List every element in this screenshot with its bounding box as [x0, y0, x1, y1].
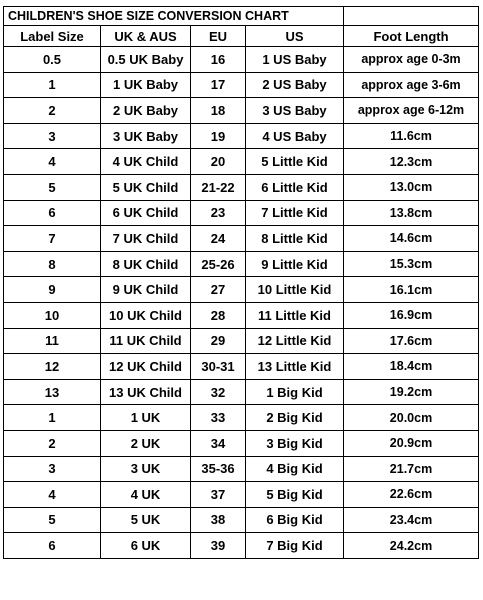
header-eu: EU — [191, 26, 246, 47]
eu-cell: 20 — [191, 149, 246, 175]
table-row — [4, 277, 479, 303]
us-cell: 9 Little Kid — [246, 251, 344, 277]
us-cell: 6 Big Kid — [246, 507, 344, 533]
uk-aus-cell: 6 UK Child — [101, 200, 191, 226]
foot-length-cell: 14.6cm — [344, 226, 479, 252]
label-size-cell: 9 — [4, 277, 101, 303]
foot-length-cell: 12.3cm — [344, 149, 479, 175]
us-cell: 2 US Baby — [246, 72, 344, 98]
table-row — [4, 328, 479, 354]
us-cell: 3 Big Kid — [246, 430, 344, 456]
table-row — [4, 405, 479, 431]
us-cell: 3 US Baby — [246, 98, 344, 124]
label-size-cell: 4 — [4, 149, 101, 175]
uk-aus-cell: 4 UK Child — [101, 149, 191, 175]
foot-length-cell: 17.6cm — [344, 328, 479, 354]
foot-length-cell: 20.9cm — [344, 430, 479, 456]
uk-aus-cell: 5 UK — [101, 507, 191, 533]
us-cell: 10 Little Kid — [246, 277, 344, 303]
uk-aus-cell: 10 UK Child — [101, 302, 191, 328]
chart-title: CHILDREN'S SHOE SIZE CONVERSION CHART — [4, 7, 344, 26]
foot-length-cell: 16.1cm — [344, 277, 479, 303]
eu-cell: 39 — [191, 533, 246, 559]
label-size-cell: 8 — [4, 251, 101, 277]
header-row — [4, 26, 479, 47]
uk-aus-cell: 9 UK Child — [101, 277, 191, 303]
us-cell: 11 Little Kid — [246, 302, 344, 328]
uk-aus-cell: 0.5 UK Baby — [101, 47, 191, 73]
eu-cell: 33 — [191, 405, 246, 431]
eu-cell: 24 — [191, 226, 246, 252]
eu-cell: 23 — [191, 200, 246, 226]
eu-cell: 19 — [191, 123, 246, 149]
label-size-cell: 1 — [4, 72, 101, 98]
foot-length-cell: 15.3cm — [344, 251, 479, 277]
eu-cell: 29 — [191, 328, 246, 354]
uk-aus-cell: 1 UK — [101, 405, 191, 431]
uk-aus-cell: 5 UK Child — [101, 174, 191, 200]
uk-aus-cell: 4 UK — [101, 482, 191, 508]
label-size-cell: 3 — [4, 456, 101, 482]
table-row — [4, 72, 479, 98]
us-cell: 4 Big Kid — [246, 456, 344, 482]
label-size-cell: 11 — [4, 328, 101, 354]
header-label-size: Label Size — [4, 26, 101, 47]
us-cell: 12 Little Kid — [246, 328, 344, 354]
us-cell: 6 Little Kid — [246, 174, 344, 200]
eu-cell: 34 — [191, 430, 246, 456]
table-row — [4, 533, 479, 559]
table-row — [4, 226, 479, 252]
table-row — [4, 98, 479, 124]
label-size-cell: 2 — [4, 98, 101, 124]
eu-cell: 25-26 — [191, 251, 246, 277]
label-size-cell: 2 — [4, 430, 101, 456]
label-size-cell: 6 — [4, 200, 101, 226]
us-cell: 5 Big Kid — [246, 482, 344, 508]
eu-cell: 27 — [191, 277, 246, 303]
uk-aus-cell: 3 UK — [101, 456, 191, 482]
label-size-cell: 6 — [4, 533, 101, 559]
foot-length-cell: 18.4cm — [344, 354, 479, 380]
table-row — [4, 507, 479, 533]
uk-aus-cell: 11 UK Child — [101, 328, 191, 354]
table-row — [4, 456, 479, 482]
label-size-cell: 10 — [4, 302, 101, 328]
header-foot-length: Foot Length — [344, 26, 479, 47]
uk-aus-cell: 3 UK Baby — [101, 123, 191, 149]
foot-length-cell: 16.9cm — [344, 302, 479, 328]
table-row — [4, 482, 479, 508]
title-blank-cell — [344, 7, 479, 26]
us-cell: 13 Little Kid — [246, 354, 344, 380]
label-size-cell: 12 — [4, 354, 101, 380]
eu-cell: 30-31 — [191, 354, 246, 380]
table-row — [4, 379, 479, 405]
us-cell: 7 Little Kid — [246, 200, 344, 226]
foot-length-cell: 23.4cm — [344, 507, 479, 533]
title-row — [4, 7, 479, 26]
eu-cell: 37 — [191, 482, 246, 508]
table-row — [4, 302, 479, 328]
us-cell: 1 Big Kid — [246, 379, 344, 405]
eu-cell: 21-22 — [191, 174, 246, 200]
eu-cell: 35-36 — [191, 456, 246, 482]
uk-aus-cell: 13 UK Child — [101, 379, 191, 405]
table-row — [4, 251, 479, 277]
table-row — [4, 200, 479, 226]
us-cell: 2 Big Kid — [246, 405, 344, 431]
eu-cell: 16 — [191, 47, 246, 73]
eu-cell: 38 — [191, 507, 246, 533]
label-size-cell: 0.5 — [4, 47, 101, 73]
label-size-cell: 13 — [4, 379, 101, 405]
table-row — [4, 354, 479, 380]
uk-aus-cell: 1 UK Baby — [101, 72, 191, 98]
us-cell: 5 Little Kid — [246, 149, 344, 175]
eu-cell: 18 — [191, 98, 246, 124]
foot-length-cell: 21.7cm — [344, 456, 479, 482]
us-cell: 8 Little Kid — [246, 226, 344, 252]
eu-cell: 32 — [191, 379, 246, 405]
label-size-cell: 3 — [4, 123, 101, 149]
uk-aus-cell: 7 UK Child — [101, 226, 191, 252]
uk-aus-cell: 2 UK — [101, 430, 191, 456]
label-size-cell: 1 — [4, 405, 101, 431]
foot-length-cell: 24.2cm — [344, 533, 479, 559]
foot-length-cell: approx age 0-3m — [344, 47, 479, 73]
us-cell: 7 Big Kid — [246, 533, 344, 559]
shoe-size-table — [3, 6, 479, 559]
foot-length-cell: 11.6cm — [344, 123, 479, 149]
uk-aus-cell: 8 UK Child — [101, 251, 191, 277]
label-size-cell: 4 — [4, 482, 101, 508]
table-row — [4, 430, 479, 456]
label-size-cell: 7 — [4, 226, 101, 252]
us-cell: 1 US Baby — [246, 47, 344, 73]
foot-length-cell: approx age 3-6m — [344, 72, 479, 98]
table-row — [4, 123, 479, 149]
eu-cell: 17 — [191, 72, 246, 98]
eu-cell: 28 — [191, 302, 246, 328]
foot-length-cell: 19.2cm — [344, 379, 479, 405]
uk-aus-cell: 6 UK — [101, 533, 191, 559]
uk-aus-cell: 12 UK Child — [101, 354, 191, 380]
foot-length-cell: 13.8cm — [344, 200, 479, 226]
table-row — [4, 149, 479, 175]
table-row — [4, 47, 479, 73]
label-size-cell: 5 — [4, 174, 101, 200]
foot-length-cell: 13.0cm — [344, 174, 479, 200]
us-cell: 4 US Baby — [246, 123, 344, 149]
header-uk-aus: UK & AUS — [101, 26, 191, 47]
uk-aus-cell: 2 UK Baby — [101, 98, 191, 124]
header-us: US — [246, 26, 344, 47]
label-size-cell: 5 — [4, 507, 101, 533]
foot-length-cell: 20.0cm — [344, 405, 479, 431]
foot-length-cell: 22.6cm — [344, 482, 479, 508]
foot-length-cell: approx age 6-12m — [344, 98, 479, 124]
table-row — [4, 174, 479, 200]
